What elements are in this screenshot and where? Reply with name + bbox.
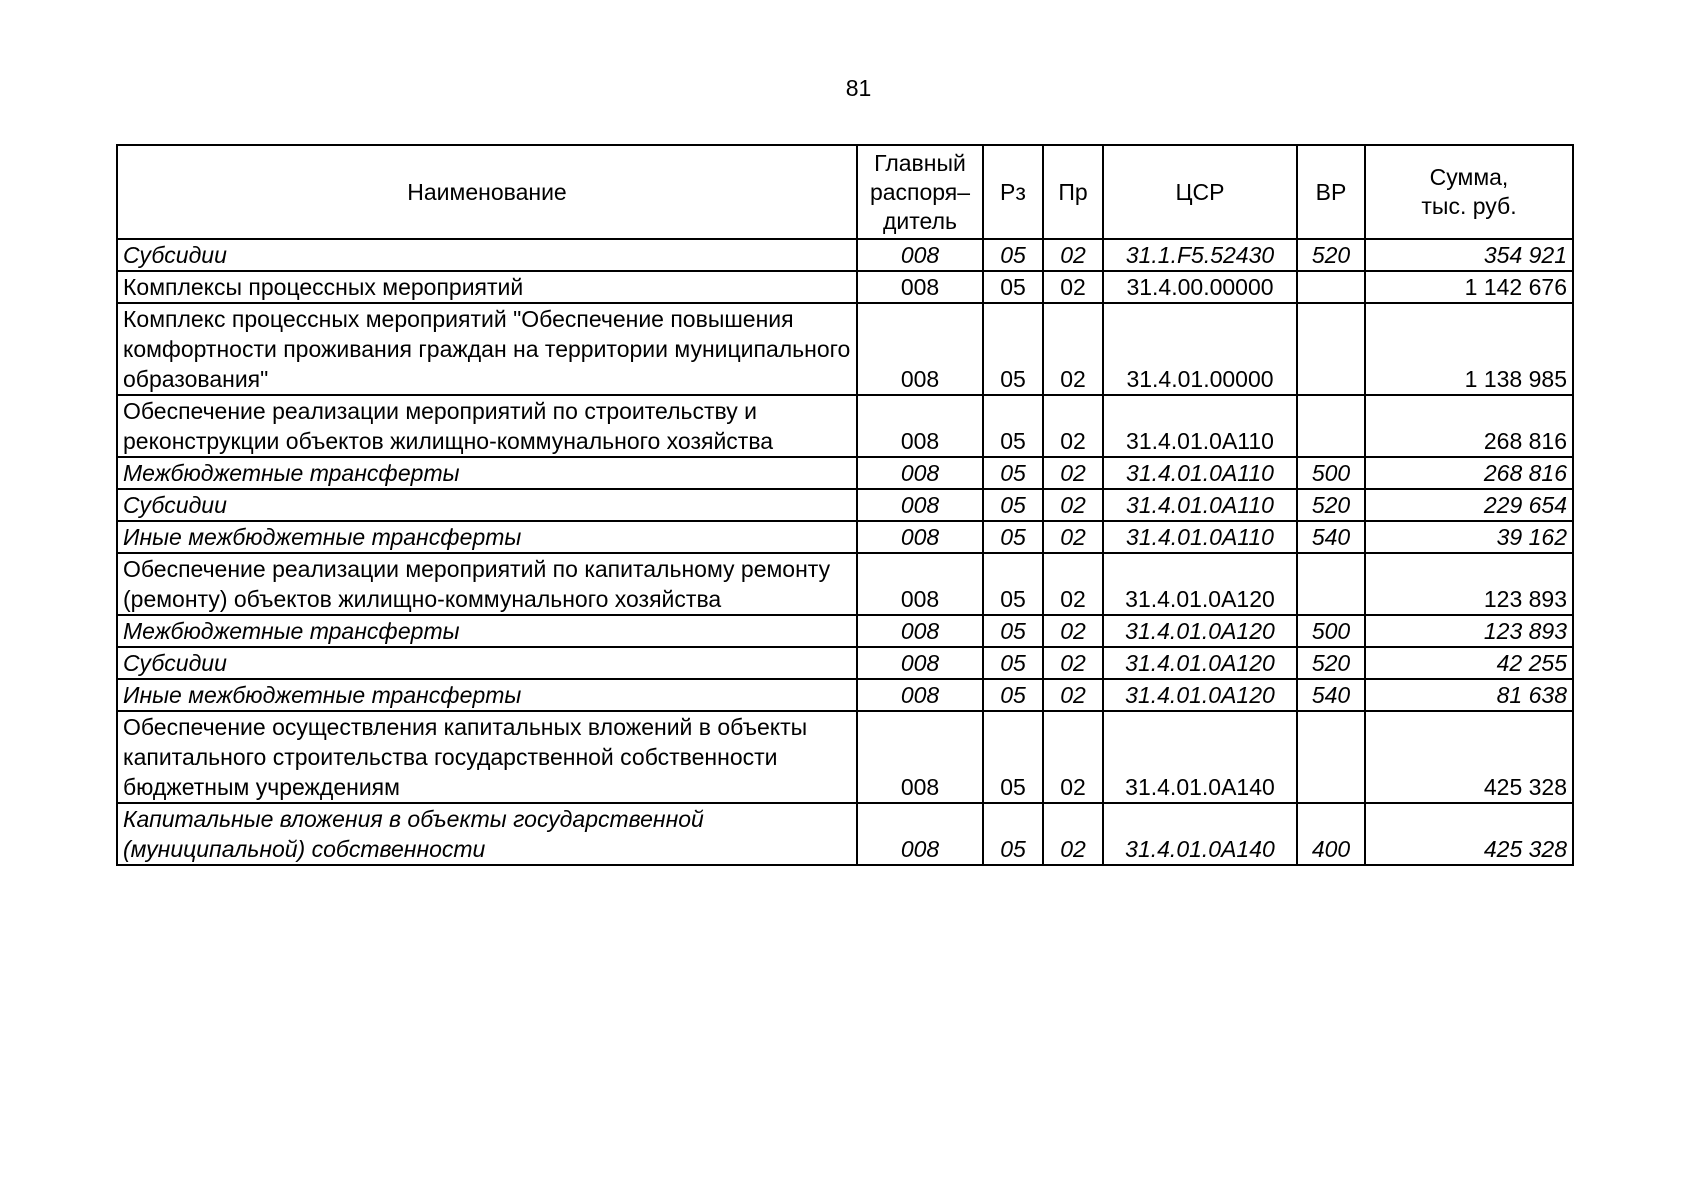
- cell-csr: 31.4.01.0А110: [1103, 395, 1297, 457]
- cell-name: Обеспечение реализации мероприятий по капитальному ремонту (ремонту) объектов жилищно-коммунального хозяйства: [117, 553, 857, 615]
- table-row: [117, 679, 1573, 711]
- cell-csr: 31.4.01.0А140: [1103, 803, 1297, 865]
- cell-csr: 31.4.01.00000: [1103, 303, 1297, 395]
- cell-manager: 008: [857, 395, 983, 457]
- cell-csr: 31.4.01.0А110: [1103, 489, 1297, 521]
- cell-csr: 31.4.01.0А120: [1103, 679, 1297, 711]
- cell-sum: 268 816: [1365, 457, 1573, 489]
- cell-sum: 123 893: [1365, 553, 1573, 615]
- cell-manager: 008: [857, 303, 983, 395]
- header-manager-line2: распоря–: [869, 178, 971, 205]
- cell-vr: 540: [1297, 521, 1365, 553]
- cell-name: Субсидии: [117, 239, 857, 271]
- cell-rz: 05: [983, 615, 1043, 647]
- table-row: [117, 303, 1573, 395]
- cell-manager: 008: [857, 553, 983, 615]
- header-sum-line2: тыс. руб.: [1421, 193, 1517, 219]
- cell-manager: 008: [857, 803, 983, 865]
- cell-csr: 31.4.01.0А120: [1103, 615, 1297, 647]
- cell-csr: 31.4.01.0А120: [1103, 553, 1297, 615]
- header-csr: ЦСР: [1103, 145, 1297, 239]
- cell-manager: 008: [857, 711, 983, 803]
- cell-vr: [1297, 271, 1365, 303]
- header-pr: Пр: [1043, 145, 1103, 239]
- cell-pr: 02: [1043, 711, 1103, 803]
- cell-name: Иные межбюджетные трансферты: [117, 679, 857, 711]
- header-manager: [857, 145, 983, 239]
- cell-name: Субсидии: [117, 489, 857, 521]
- cell-sum: 229 654: [1365, 489, 1573, 521]
- cell-pr: 02: [1043, 553, 1103, 615]
- cell-csr: 31.4.00.00000: [1103, 271, 1297, 303]
- cell-csr: 31.4.01.0А110: [1103, 457, 1297, 489]
- cell-rz: 05: [983, 803, 1043, 865]
- cell-rz: 05: [983, 679, 1043, 711]
- cell-sum: 425 328: [1365, 711, 1573, 803]
- cell-csr: 31.1.F5.52430: [1103, 239, 1297, 271]
- cell-manager: 008: [857, 679, 983, 711]
- cell-sum: 81 638: [1365, 679, 1573, 711]
- cell-rz: 05: [983, 711, 1043, 803]
- table-row: [117, 553, 1573, 615]
- cell-vr: 540: [1297, 679, 1365, 711]
- budget-table: [116, 144, 1574, 866]
- header-sum-line1: Сумма,: [1429, 164, 1509, 190]
- page-number: 81: [845, 75, 872, 101]
- header-name: Наименование: [117, 145, 857, 239]
- table-row: [117, 271, 1573, 303]
- cell-manager: 008: [857, 239, 983, 271]
- cell-pr: 02: [1043, 303, 1103, 395]
- table-row: [117, 239, 1573, 271]
- cell-sum: 42 255: [1365, 647, 1573, 679]
- cell-pr: 02: [1043, 489, 1103, 521]
- cell-pr: 02: [1043, 457, 1103, 489]
- header-rz: Рз: [983, 145, 1043, 239]
- cell-name: Обеспечение осуществления капитальных вложений в объекты капитального строительства государственной собственности бюджетным учреждениям: [117, 711, 857, 803]
- cell-rz: 05: [983, 457, 1043, 489]
- header-manager-line1: Главный: [874, 149, 966, 176]
- cell-vr: 500: [1297, 457, 1365, 489]
- table-row: [117, 395, 1573, 457]
- table-row: [117, 489, 1573, 521]
- cell-name: Обеспечение реализации мероприятий по строительству и реконструкции объектов жилищно-коммунального хозяйства: [117, 395, 857, 457]
- cell-name: Капитальные вложения в объекты государственной (муниципальной) собственности: [117, 803, 857, 865]
- cell-pr: 02: [1043, 521, 1103, 553]
- cell-sum: 1 138 985: [1365, 303, 1573, 395]
- cell-name: Межбюджетные трансферты: [117, 615, 857, 647]
- table-row: [117, 615, 1573, 647]
- cell-sum: 123 893: [1365, 615, 1573, 647]
- cell-vr: [1297, 553, 1365, 615]
- cell-sum: 354 921: [1365, 239, 1573, 271]
- cell-name: Иные межбюджетные трансферты: [117, 521, 857, 553]
- cell-csr: 31.4.01.0А140: [1103, 711, 1297, 803]
- cell-vr: 500: [1297, 615, 1365, 647]
- cell-vr: 520: [1297, 489, 1365, 521]
- cell-name: Комплексы процессных мероприятий: [117, 271, 857, 303]
- table-row: [117, 711, 1573, 803]
- table-row: [117, 457, 1573, 489]
- table-row: [117, 521, 1573, 553]
- cell-vr: [1297, 395, 1365, 457]
- cell-vr: [1297, 303, 1365, 395]
- header-vr: ВР: [1297, 145, 1365, 239]
- table-row: [117, 803, 1573, 865]
- cell-pr: 02: [1043, 615, 1103, 647]
- table-row: [117, 647, 1573, 679]
- cell-sum: 268 816: [1365, 395, 1573, 457]
- cell-manager: 008: [857, 521, 983, 553]
- cell-rz: 05: [983, 521, 1043, 553]
- table-header-row: [117, 145, 1573, 239]
- cell-sum: 39 162: [1365, 521, 1573, 553]
- cell-manager: 008: [857, 271, 983, 303]
- cell-manager: 008: [857, 457, 983, 489]
- cell-rz: 05: [983, 271, 1043, 303]
- header-sum: [1365, 145, 1573, 239]
- cell-csr: 31.4.01.0А120: [1103, 647, 1297, 679]
- cell-name: Субсидии: [117, 647, 857, 679]
- cell-rz: 05: [983, 239, 1043, 271]
- header-manager-line3: дитель: [883, 207, 957, 234]
- cell-manager: 008: [857, 489, 983, 521]
- cell-sum: 1 142 676: [1365, 271, 1573, 303]
- cell-name: Межбюджетные трансферты: [117, 457, 857, 489]
- cell-pr: 02: [1043, 647, 1103, 679]
- cell-name: Комплекс процессных мероприятий "Обеспечение повышения комфортности проживания граждан на территории муниципального образования": [117, 303, 857, 395]
- cell-manager: 008: [857, 647, 983, 679]
- cell-pr: 02: [1043, 271, 1103, 303]
- cell-pr: 02: [1043, 395, 1103, 457]
- cell-pr: 02: [1043, 679, 1103, 711]
- cell-rz: 05: [983, 303, 1043, 395]
- cell-pr: 02: [1043, 239, 1103, 271]
- cell-sum: 425 328: [1365, 803, 1573, 865]
- cell-pr: 02: [1043, 803, 1103, 865]
- cell-rz: 05: [983, 647, 1043, 679]
- cell-csr: 31.4.01.0А110: [1103, 521, 1297, 553]
- cell-rz: 05: [983, 553, 1043, 615]
- cell-vr: [1297, 711, 1365, 803]
- cell-manager: 008: [857, 615, 983, 647]
- cell-rz: 05: [983, 395, 1043, 457]
- cell-vr: 400: [1297, 803, 1365, 865]
- cell-rz: 05: [983, 489, 1043, 521]
- cell-vr: 520: [1297, 647, 1365, 679]
- cell-vr: 520: [1297, 239, 1365, 271]
